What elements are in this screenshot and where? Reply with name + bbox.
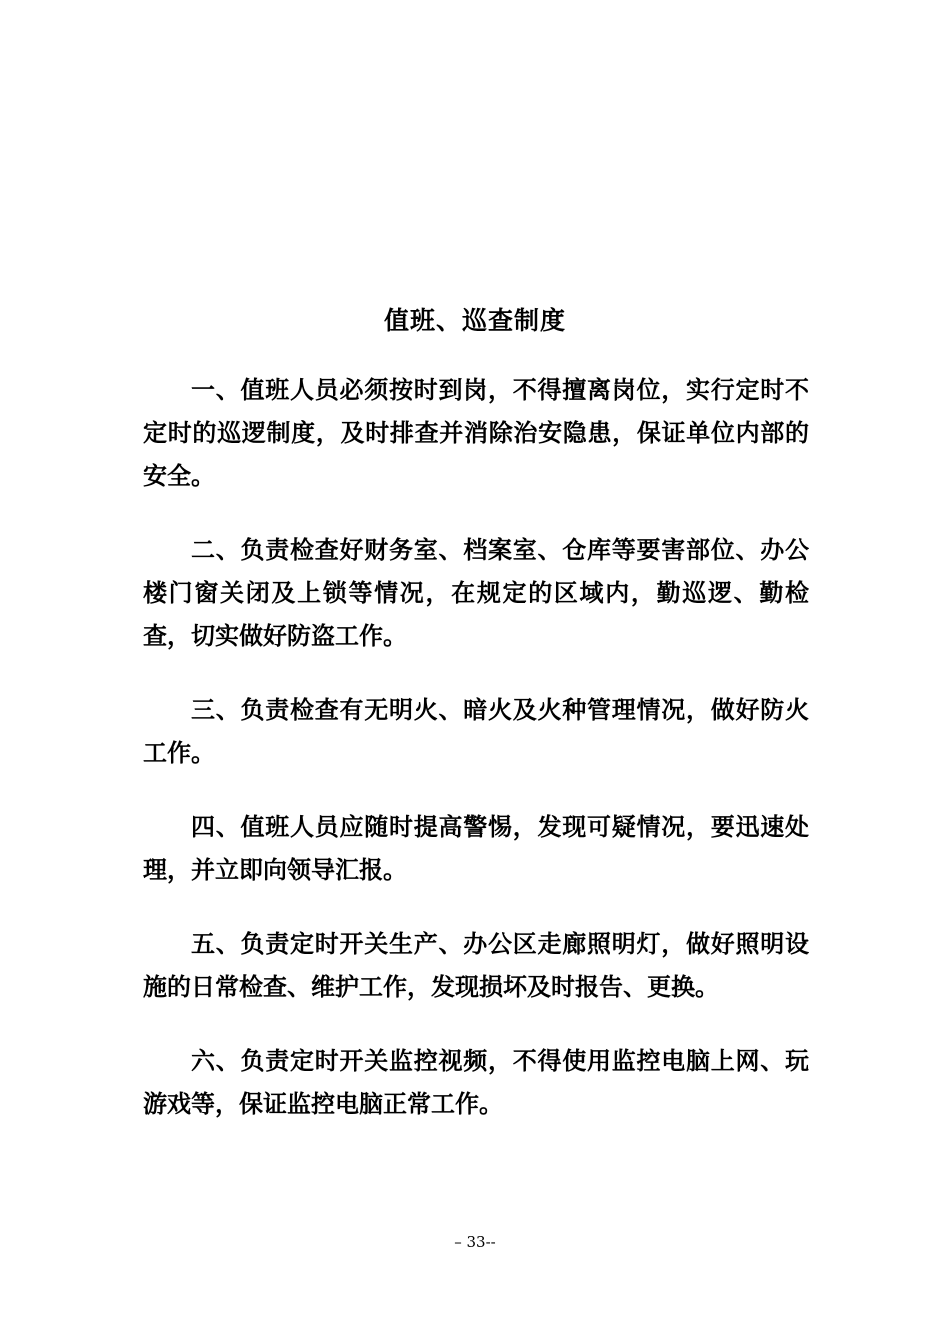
page-number: – 33-- [454,1233,496,1251]
clause-list [143,369,809,1157]
clause-3: 三、负责检查有无明火、暗火及火种管理情况，做好防火工作。 [143,696,809,767]
clause-5: 五、负责定时开关生产、办公区走廊照明灯，做好照明设施的日常检查、维护工作，发现损坏及时报告、更换。 [143,930,809,1001]
clause-4: 四、值班人员应随时提高警惕，发现可疑情况，要迅速处理，并立即向领导汇报。 [143,813,809,884]
clause-6: 六、负责定时开关监控视频，不得使用监控电脑上网、玩游戏等，保证监控电脑正常工作。 [143,1047,809,1118]
clause-1: 一、值班人员必须按时到岗，不得擅离岗位，实行定时不定时的巡逻制度，及时排查并消除治安隐患，保证单位内部的安全。 [143,376,809,490]
clause-2: 二、负责检查好财务室、档案室、仓库等要害部位、办公楼门窗关闭及上锁等情况，在规定的区域内，勤巡逻、勤检查，切实做好防盗工作。 [143,536,809,650]
document-title: 值班、巡查制度 [383,306,566,335]
